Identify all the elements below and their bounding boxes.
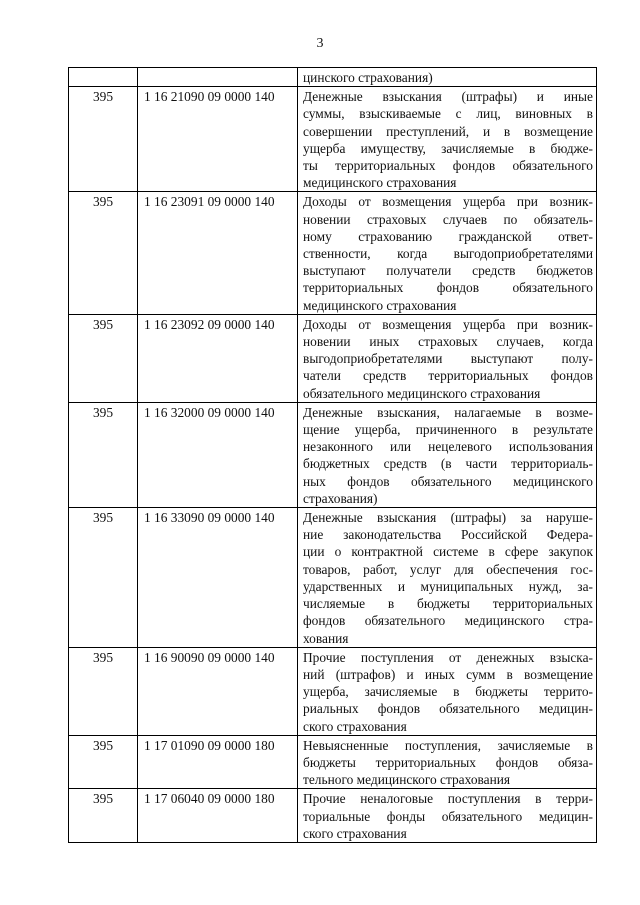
revenue-name-cell	[298, 647, 597, 735]
revenue-name-line: ному страхованию гражданской ответ-	[303, 228, 593, 244]
admin-code-cell: 395	[69, 647, 138, 735]
revenue-name-line: Прочие поступления от денежных взыска-	[303, 649, 593, 665]
kbk-code-cell: 1 16 23092 09 0000 140	[138, 314, 298, 402]
revenue-name-line: ского страхования	[303, 718, 407, 734]
revenue-name-line: страхования)	[303, 490, 378, 506]
admin-code-cell	[69, 68, 138, 87]
revenue-name-line: ториальные фонды обязательного медицин-	[303, 808, 593, 824]
revenue-name-line: новении иных страховых случаев, когда	[303, 334, 593, 350]
revenue-name-line: числяемые в бюджеты территориальных	[303, 596, 593, 612]
revenue-name-line: ственности, когда выгодоприобретателями	[303, 246, 593, 262]
kbk-code-cell: 1 17 01090 09 0000 180	[138, 735, 298, 789]
revenue-name-line: ударственных и муниципальных нужд, за-	[303, 578, 593, 594]
revenue-name-line: территориальных фондов обязательного	[303, 280, 593, 296]
revenue-name-line: Денежные взыскания (штрафы) за наруше-	[303, 510, 593, 526]
revenue-name-line: ского страхования	[303, 825, 407, 841]
revenue-name-line: выгодоприобретателями выступают полу-	[303, 351, 593, 367]
revenue-name-line: суммы, взыскиваемые с лиц, виновных в	[303, 106, 593, 122]
admin-code-cell: 395	[69, 789, 138, 843]
kbk-code-cell: 1 16 21090 09 0000 140	[138, 87, 298, 192]
admin-code-cell: 395	[69, 87, 138, 192]
revenue-name-cell	[298, 735, 597, 789]
revenue-name-line: товаров, работ, услуг для обеспечения гос-	[303, 561, 593, 577]
table-row	[69, 87, 597, 192]
revenue-name-line: ции о контрактной системе в сфере закупок	[303, 544, 593, 560]
revenue-name-line: Денежные взыскания, налагаемые в возме-	[303, 404, 593, 420]
kbk-code-cell	[138, 68, 298, 87]
revenue-name-line: Денежные взыскания (штрафы) и иные	[303, 89, 593, 105]
kbk-code-cell: 1 16 32000 09 0000 140	[138, 402, 298, 507]
revenue-classification-table	[68, 67, 597, 843]
table-row-continuation	[69, 68, 597, 87]
table-row	[69, 314, 597, 402]
revenue-name-line: чатели средств территориальных фондов	[303, 368, 593, 384]
table-row	[69, 402, 597, 507]
revenue-name-cell	[298, 402, 597, 507]
kbk-code-cell: 1 16 33090 09 0000 140	[138, 508, 298, 648]
revenue-name-line: фондов обязательного медицинского стра-	[303, 613, 593, 629]
revenue-name-line: обязательного медицинского страхования	[303, 385, 541, 401]
revenue-name-line: медицинского страхования	[303, 297, 457, 313]
table-body	[69, 68, 597, 843]
revenue-name-line: незаконного или нецелевого использования	[303, 439, 593, 455]
revenue-name-line: риальных фондов обязательного медицин-	[303, 701, 593, 717]
table-row	[69, 508, 597, 648]
revenue-name-line: ущерба имуществу, зачисляемые в бюдже-	[303, 140, 593, 156]
table-row	[69, 789, 597, 843]
revenue-name-cell	[298, 192, 597, 314]
revenue-name-line: хования	[303, 630, 349, 646]
revenue-name-line: выступают получатели средств бюджетов	[303, 263, 593, 279]
revenue-name-line: новении страховых случаев по обязатель-	[303, 211, 593, 227]
admin-code-cell: 395	[69, 508, 138, 648]
revenue-name-line: совершении преступлений, и в возмещение	[303, 123, 593, 139]
revenue-name-line: Доходы от возмещения ущерба при возник-	[303, 316, 593, 332]
table-row	[69, 192, 597, 314]
table-row	[69, 647, 597, 735]
kbk-code-cell: 1 16 90090 09 0000 140	[138, 647, 298, 735]
revenue-name-line: тельного медицинского страхования	[303, 772, 511, 788]
revenue-name-line: ний (штрафов) и иных сумм в возмещение	[303, 666, 593, 682]
revenue-name-cell	[298, 314, 597, 402]
admin-code-cell: 395	[69, 735, 138, 789]
revenue-name-line: ущерба, зачисляемые в бюджеты террито-	[303, 684, 593, 700]
revenue-name-line: Прочие неналоговые поступления в терри-	[303, 791, 593, 807]
revenue-name-line: щение ущерба, причиненного в результате	[303, 422, 593, 438]
revenue-name-line: ты территориальных фондов обязательного	[303, 158, 593, 174]
revenue-name-line: бюджетных средств (в части территориаль-	[303, 456, 593, 472]
revenue-name-line: ных фондов обязательного медицинского	[303, 473, 593, 489]
revenue-name-line: медицинского страхования	[303, 175, 457, 191]
revenue-name-cell	[298, 508, 597, 648]
kbk-code-cell: 1 17 06040 09 0000 180	[138, 789, 298, 843]
admin-code-cell: 395	[69, 192, 138, 314]
revenue-name-line: Невыясненные поступления, зачисляемые в	[303, 737, 593, 753]
page-number: 3	[316, 36, 324, 51]
revenue-name-line: цинского страхования)	[303, 70, 433, 85]
revenue-name-cell	[298, 87, 597, 192]
table-row	[69, 735, 597, 789]
revenue-name-line: бюджеты территориальных фондов обяза-	[303, 754, 593, 770]
revenue-name-line: ние законодательства Российской Федера-	[303, 527, 593, 543]
revenue-name-cell	[298, 68, 597, 87]
revenue-name-cell	[298, 789, 597, 843]
admin-code-cell: 395	[69, 314, 138, 402]
revenue-name-line: Доходы от возмещения ущерба при возник-	[303, 194, 593, 210]
kbk-code-cell: 1 16 23091 09 0000 140	[138, 192, 298, 314]
admin-code-cell: 395	[69, 402, 138, 507]
